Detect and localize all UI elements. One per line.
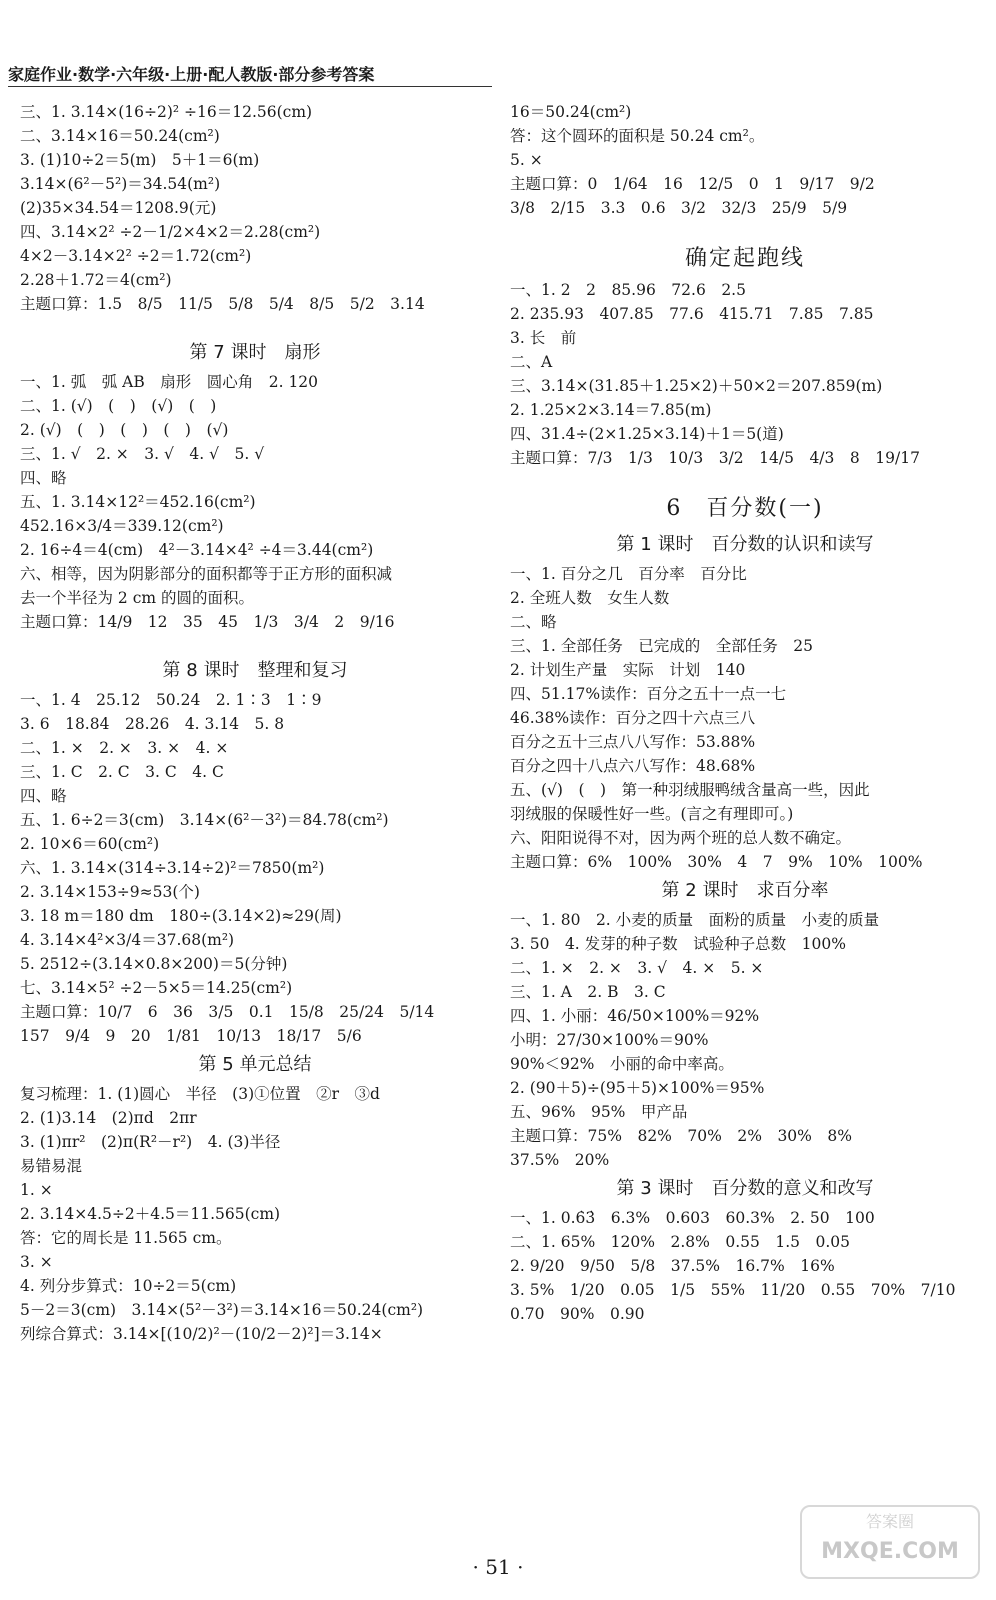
answer-line: 百分之四十八点六八写作：48.68%: [510, 757, 756, 775]
answer-line: 复习梳理：1. (1)圆心 半径 (3)①位置 ②r ③d: [20, 1085, 380, 1103]
c6l2-lines: [510, 908, 980, 1172]
answer-line: 3. 50 4. 发芽的种子数 试验种子总数 100%: [510, 935, 846, 953]
answer-line: 46.38%读作：百分之四十六点三八: [510, 709, 756, 727]
lesson7-lines: [20, 370, 490, 634]
answer-line: 4. 列分步算式：10÷2＝5(cm): [20, 1277, 237, 1295]
answer-line: 1. ×: [20, 1181, 53, 1199]
answer-line: 二、1. 65% 120% 2.8% 0.55 1.5 0.05: [510, 1233, 851, 1251]
answer-line: 二、1. × 2. × 3. √ 4. × 5. ×: [510, 959, 764, 977]
answer-line: 2. (√) ( ) ( ) ( ) (√): [20, 421, 229, 439]
answer-line: 答：它的周长是 11.565 cm。: [20, 1229, 232, 1247]
answer-line: 主题口算：7/3 1/3 10/3 3/2 14/5 4/3 8 19/17: [510, 449, 920, 467]
page-number: · 51 ·: [472, 1555, 524, 1579]
answer-line: 4. 3.14×4²×3/4＝37.68(m²): [20, 931, 235, 949]
answer-line: 3. 长 前: [510, 329, 577, 347]
answer-line: 2. 计划生产量 实际 计划 140: [510, 661, 746, 679]
answer-line: 二、略: [510, 613, 557, 631]
answer-line: 2. 全班人数 女生人数: [510, 589, 670, 607]
answer-line: 答：这个圆环的面积是 50.24 cm²。: [510, 127, 765, 145]
answer-line: 易错易混: [20, 1157, 83, 1175]
answer-line: 五、96% 95% 甲产品: [510, 1103, 688, 1121]
watermark-text: 答案圈: [865, 1512, 914, 1531]
answer-line: 二、1. (√) ( ) (√) ( ): [20, 397, 217, 415]
left-column: [20, 100, 490, 1346]
answer-line: 5. ×: [510, 151, 543, 169]
answer-line: 三、1. 3.14×(16÷2)² ÷16＝12.56(cm): [20, 103, 313, 121]
answer-line: 三、1. A 2. B 3. C: [510, 983, 666, 1001]
lesson7-title: 第 7 课时 扇形: [189, 342, 321, 363]
answer-line: 三、1. √ 2. × 3. √ 4. √ 5. √: [20, 445, 265, 463]
lesson8-lines: [20, 688, 490, 1048]
answer-line: 2. 9/20 9/50 5/8 37.5% 16.7% 16%: [510, 1257, 835, 1275]
answer-line: 3. 18 m＝180 dm 180÷(3.14×2)≈29(周): [20, 907, 342, 925]
answer-line: 四、31.4÷(2×1.25×3.14)＋1＝5(道): [510, 425, 784, 443]
answer-line: 5. 2512÷(3.14×0.8×200)＝5(分钟): [20, 955, 288, 973]
answer-line: 五、(√) ( ) 第一种羽绒服鸭绒含量高一些，因此: [510, 781, 870, 799]
answer-line: 一、1. 0.6̇3̇ 6.3% 0.603 60.3% 2. 50 100: [510, 1209, 875, 1227]
answer-line: 列综合算式：3.14×[(10/2)²－(10/2－2)²]＝3.14×: [20, 1325, 383, 1343]
answer-line: 157 9/4 9 20 1/81 10/13 18/17 5/6: [20, 1027, 362, 1045]
answer-line: 2. 1.25×2×3.14＝7.85(m): [510, 401, 712, 419]
answer-line: 主题口算：10/7 6 36 3/5 0.1 15/8 25/24 5/14: [20, 1003, 435, 1021]
answer-line: 三、1. C 2. C 3. C 4. C: [20, 763, 224, 781]
answer-line: 四、1. 小丽：46/50×100%＝92%: [510, 1007, 760, 1025]
watermark-logo: [800, 1505, 980, 1579]
start-lines: [510, 278, 980, 470]
lesson8-title: 第 8 课时 整理和复习: [162, 660, 348, 681]
answer-line: 2. 3.14×4.5÷2＋4.5＝11.565(cm): [20, 1205, 281, 1223]
left-lines: [20, 100, 490, 316]
answer-line: 百分之五十三点八八写作：53.88%: [510, 733, 756, 751]
answer-line: 四、51.17%读作：百分之五十一点一七: [510, 685, 787, 703]
start-title: 确定起跑线: [684, 246, 805, 271]
answer-line: 四、略: [20, 469, 67, 487]
answer-line: 2. (90＋5)÷(95＋5)×100%＝95%: [510, 1079, 765, 1097]
answer-line: 主题口算：1.5 8/5 11/5 5/8 5/4 8/5 5/2 3.14: [20, 295, 425, 313]
c6l3-lines: [510, 1206, 980, 1326]
answer-line: 六、相等，因为阴影部分的面积都等于正方形的面积减: [20, 565, 393, 583]
answer-line: 37.5% 20%: [510, 1151, 610, 1169]
answer-line: 去一个半径为 2 cm 的圆的面积。: [20, 589, 255, 607]
answer-line: 一、1. 百分之几 百分率 百分比: [510, 565, 747, 583]
answer-line: 主题口算：0 1/64 16 12/5 0 1 9/17 9/2: [510, 175, 875, 193]
answer-line: 二、A: [510, 353, 553, 371]
answer-line: 16＝50.24(cm²): [510, 103, 632, 121]
answer-line: 2. 235.93 407.85 77.6 415.71 7.85 7.85: [510, 305, 874, 323]
answer-line: 四、3.14×2² ÷2－1/2×4×2＝2.28(cm²): [20, 223, 321, 241]
answer-line: 一、1. 弧 弧 AB 扇形 圆心角 2. 120: [20, 373, 319, 391]
answer-line: 3. 6 18.84 28.26 4. 3.14 5. 8: [20, 715, 285, 733]
answer-line: 一、1. 2 2 85.96 72.6 2.5: [510, 281, 746, 299]
answer-line: 0.70 90% 0.90: [510, 1305, 645, 1323]
answer-line: 3/8 2/15 3.3 0.6 3/2 32/3 25/9 5/9: [510, 199, 848, 217]
unit5-lines: [20, 1082, 490, 1346]
c6l1-title: 第 1 课时 百分数的认识和读写: [616, 534, 874, 555]
answer-line: 一、1. 4 25.12 50.24 2. 1∶3 1∶9: [20, 691, 322, 709]
c6l1-lines: [510, 562, 980, 874]
right-column: [510, 100, 980, 1326]
answer-line: 三、1. 全部任务 已完成的 全部任务 25: [510, 637, 813, 655]
answer-line: 3. 5% 1/20 0.05 1/5 55% 11/20 0.55 70% 7/10: [510, 1281, 956, 1299]
answer-line: 五、1. 3.14×12²＝452.16(cm²): [20, 493, 256, 511]
answer-line: 2. 10×6＝60(cm²): [20, 835, 160, 853]
answer-line: 主题口算：6% 100% 30% 4 7 9% 10% 100%: [510, 853, 923, 871]
answer-line: 2. 3.14×153÷9≈53(个): [20, 883, 200, 901]
c6l3-title: 第 3 课时 百分数的意义和改写: [616, 1178, 874, 1199]
answer-line: 七、3.14×5² ÷2－5×5＝14.25(cm²): [20, 979, 293, 997]
answer-line: 主题口算：75% 82% 70% 2% 30% 8%: [510, 1127, 852, 1145]
c6l2-title: 第 2 课时 求百分率: [661, 880, 829, 901]
answer-line: 452.16×3/4＝339.12(cm²): [20, 517, 224, 535]
answer-line: 二、3.14×16＝50.24(cm²): [20, 127, 220, 145]
answer-line: 3.14×(6²－5²)＝34.54(m²): [20, 175, 221, 193]
answer-line: (2)35×34.54＝1208.9(元): [20, 199, 217, 217]
unit5-title: 第 5 单元总结: [198, 1054, 312, 1075]
answer-line: 2. (1)3.14 (2)πd 2πr: [20, 1109, 197, 1127]
answer-line: 一、1. 80 2. 小麦的质量 面粉的质量 小麦的质量: [510, 911, 880, 929]
answer-line: 五、1. 6÷2＝3(cm) 3.14×(6²－3²)＝84.78(cm²): [20, 811, 389, 829]
answer-line: 2.28＋1.72＝4(cm²): [20, 271, 172, 289]
answer-line: 90%＜92% 小丽的命中率高。: [510, 1055, 734, 1073]
answer-line: 4×2－3.14×2² ÷2＝1.72(cm²): [20, 247, 252, 265]
page-header: 家庭作业·数学·六年级·上册·配人教版·部分参考答案: [8, 62, 492, 87]
answer-line: 3. (1)πr² (2)π(R²－r²) 4. (3)半径: [20, 1133, 281, 1151]
watermark-url: MXQE.COM: [821, 1539, 959, 1564]
answer-line: 主题口算：14/9 12 35 45 1/3 3/4 2 9/16: [20, 613, 395, 631]
answer-line: 六、1. 3.14×(314÷3.14÷2)²＝7850(m²): [20, 859, 325, 877]
answer-line: 3. ×: [20, 1253, 53, 1271]
right-top-lines: [510, 100, 980, 220]
answer-line: 小明：27/30×100%＝90%: [510, 1031, 709, 1049]
answer-line: 5－2＝3(cm) 3.14×(5²－3²)＝3.14×16＝50.24(cm²): [20, 1301, 424, 1319]
answer-line: 二、1. × 2. × 3. × 4. ×: [20, 739, 229, 757]
chapter6-title: 6 百分数(一): [666, 496, 824, 521]
answer-line: 2. 16÷4＝4(cm) 4²－3.14×4² ÷4＝3.44(cm²): [20, 541, 374, 559]
answer-line: 六、阳阳说得不对，因为两个班的总人数不确定。: [510, 829, 852, 847]
answer-line: 四、略: [20, 787, 67, 805]
answer-line: 羽绒服的保暖性好一些。(言之有理即可。): [510, 805, 794, 823]
answer-line: 3. (1)10÷2＝5(m) 5＋1＝6(m): [20, 151, 260, 169]
answer-line: 三、3.14×(31.85＋1.25×2)＋50×2＝207.859(m): [510, 377, 883, 395]
